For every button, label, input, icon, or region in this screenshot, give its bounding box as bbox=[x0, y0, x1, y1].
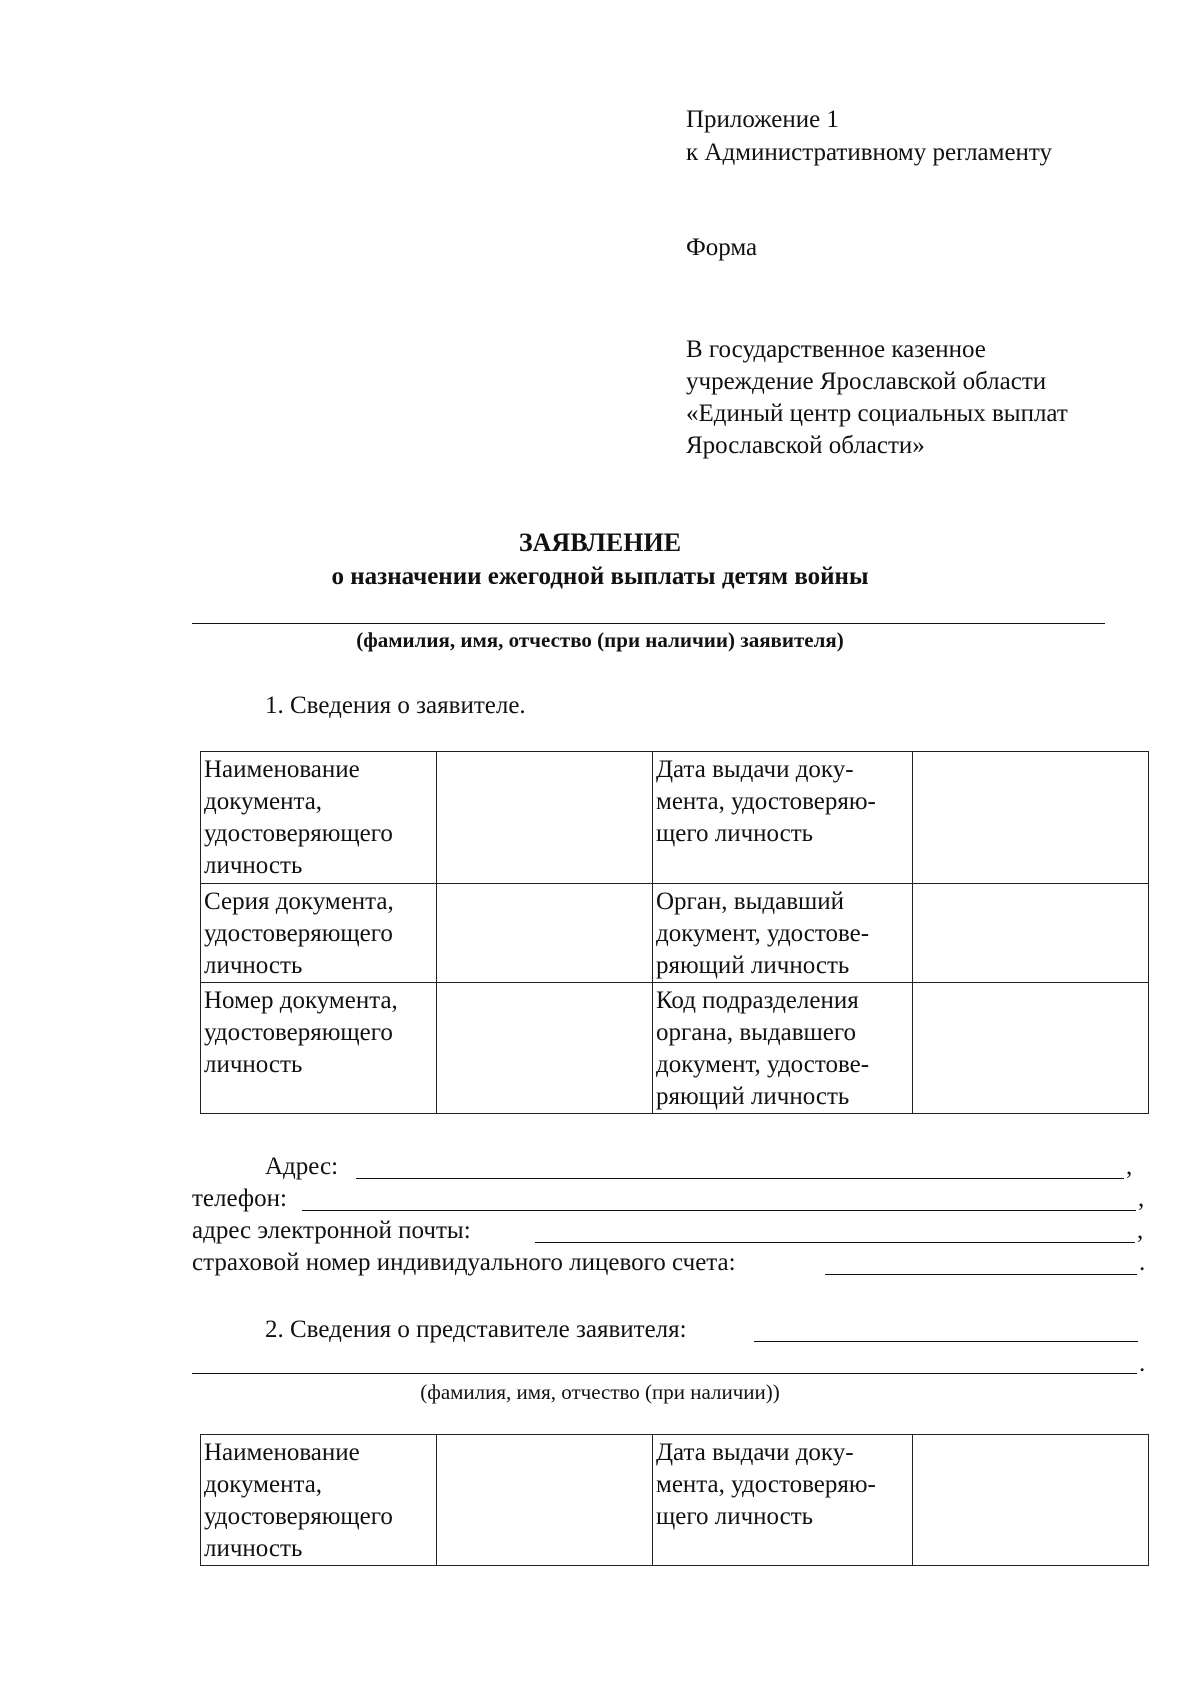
phone-comma: , bbox=[1138, 1185, 1145, 1212]
address-comma: , bbox=[1126, 1153, 1133, 1180]
table-cell-value[interactable] bbox=[913, 1435, 1149, 1566]
table-cell-value[interactable] bbox=[437, 1435, 653, 1566]
phone-label: телефон: bbox=[192, 1185, 287, 1212]
representative-period: . bbox=[1139, 1350, 1146, 1377]
representative-name-caption: (фамилия, имя, отчество (при наличии)) bbox=[420, 1380, 780, 1404]
table-cell-label: Номер документа, удостоверяющего личность bbox=[201, 983, 437, 1114]
representative-field[interactable] bbox=[754, 1341, 1138, 1342]
representative-field-continued[interactable] bbox=[192, 1373, 1137, 1374]
table-cell-value[interactable] bbox=[437, 752, 653, 884]
table-cell-label: Наименование документа, удостоверяющего личность bbox=[201, 1435, 437, 1566]
table-cell-label: Дата выдачи доку- мента, удостоверяю- щего личность bbox=[653, 1435, 913, 1566]
snils-field[interactable] bbox=[825, 1274, 1137, 1275]
table-cell-value[interactable] bbox=[913, 884, 1149, 983]
representative-document-table bbox=[200, 1434, 1149, 1566]
snils-label: страховой номер индивидуального лицевого счета: bbox=[192, 1249, 736, 1276]
applicant-name-caption: (фамилия, имя, отчество (при наличии) заявителя) bbox=[356, 628, 844, 652]
table-cell-value[interactable] bbox=[913, 983, 1149, 1114]
address-field[interactable] bbox=[356, 1178, 1124, 1179]
section-1-heading: 1. Сведения о заявителе. bbox=[265, 692, 526, 719]
document-title: ЗАЯВЛЕНИЕ bbox=[518, 528, 682, 557]
document-subtitle: о назначении ежегодной выплаты детям войны bbox=[331, 563, 869, 590]
addressee-line-1: В государственное казенное bbox=[686, 336, 986, 363]
applicant-document-table bbox=[200, 751, 1149, 1114]
form-label: Форма bbox=[686, 234, 758, 261]
applicant-name-line[interactable] bbox=[192, 623, 1105, 624]
appendix-label: Приложение 1 bbox=[686, 106, 839, 133]
table-cell-label: Наименование документа, удостоверяющего личность bbox=[201, 752, 437, 884]
snils-period: . bbox=[1139, 1249, 1146, 1276]
table-cell-label: Код подразделения органа, выдавшего документ, удостове- ряющий личность bbox=[653, 983, 913, 1114]
table-cell-label: Орган, выдавший документ, удостове- ряющий личность bbox=[653, 884, 913, 983]
addressee-line-3: «Единый центр социальных выплат bbox=[686, 400, 1068, 427]
email-label: адрес электронной почты: bbox=[192, 1217, 471, 1244]
table-cell-label: Дата выдачи доку- мента, удостоверяю- щего личность bbox=[653, 752, 913, 884]
email-comma: , bbox=[1137, 1217, 1144, 1244]
table-cell-value[interactable] bbox=[913, 752, 1149, 884]
table-cell-value[interactable] bbox=[437, 884, 653, 983]
addressee-line-2: учреждение Ярославской области bbox=[686, 368, 1047, 395]
address-label: Адрес: bbox=[265, 1153, 339, 1180]
table-cell-value[interactable] bbox=[437, 983, 653, 1114]
section-2-heading: 2. Сведения о представителе заявителя: bbox=[265, 1316, 687, 1343]
phone-field[interactable] bbox=[302, 1210, 1136, 1211]
table-cell-label: Серия документа, удостоверяющего личность bbox=[201, 884, 437, 983]
appendix-reference: к Административному регламенту bbox=[686, 139, 1053, 166]
addressee-line-4: Ярославской области» bbox=[686, 432, 925, 459]
email-field[interactable] bbox=[535, 1242, 1135, 1243]
